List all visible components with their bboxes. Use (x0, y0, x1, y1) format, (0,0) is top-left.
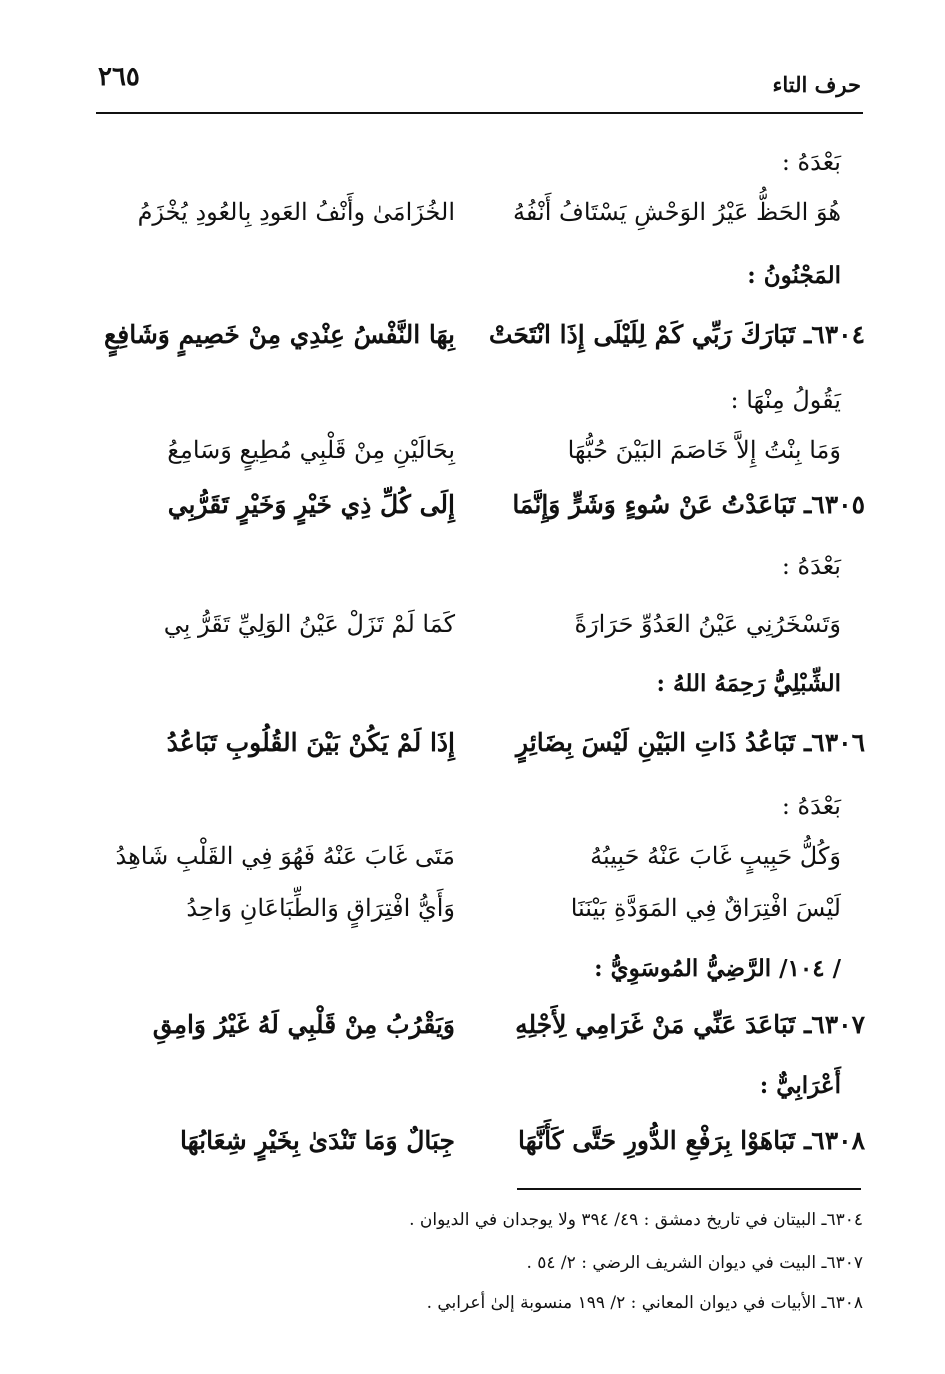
verse-second-hemistich: الخُزَامَىٰ وأَنْفُ العَودِ بِالعُودِ يُخْزَمُ (137, 198, 455, 226)
numbered-verse-second-hemistich: جِبَالٌ وَمَا تَنْدَىٰ بِخَيْرٍ شِعَابُهَا (179, 1126, 455, 1155)
numbered-verse-first-hemistich: ٦٣٠٦ـ تَبَاعُدُ ذَاتِ البَيْنِ لَيْسَ بِضَائِرٍ (515, 728, 865, 757)
footnote: ٦٣٠٧ـ البيت في ديوان الشريف الرضي : ٢/ ٥٤ . (526, 1253, 863, 1273)
numbered-verse-second-hemistich: بِهَا النَّفْسُ عِنْدِي مِنْ خَصِيمٍ وَشَافِعٍ (103, 320, 455, 349)
verse-first-hemistich: وَكُلُّ حَبِيبٍ غَابَ عَنْهُ حَبِيبُهُ (590, 842, 841, 870)
section-heading: بَعْدَهُ : (781, 552, 841, 580)
numbered-verse-first-hemistich: ٦٣٠٥ـ تَبَاعَدْتُ عَنْ سُوءٍ وَشَرٍّ وَإِنَّمَا (512, 490, 865, 519)
verse-first-hemistich: هُوَ الحَظُّ عَيْرُ الوَحْشِ يَسْتَافُ أَنْفُهُ (513, 198, 841, 226)
verse-first-hemistich: وَتَسْخَرُنِي عَيْنُ العَدُوِّ حَرَارَةً (574, 610, 841, 638)
footnote: ٦٣٠٨ـ الأبيات في ديوان المعاني : ٢/ ١٩٩ منسوبة إلىٰ أعرابي . (426, 1293, 863, 1313)
verse-first-hemistich: وَمَا بِنْتُ إِلاَّ خَاصَمَ البَيْنَ حُبُّهَا (567, 436, 841, 464)
numbered-verse-second-hemistich: وَيَقْرُبُ مِنْ قَلْبِي لَهُ غَيْرُ وَامِقِ (152, 1010, 455, 1039)
verse-second-hemistich: مَتَى غَابَ عَنْهُ فَهُوَ فِي القَلْبِ شَاهِدُ (115, 842, 455, 870)
section-heading: / ١٠٤/ الرَّضِيُّ المُوسَوِيُّ : (594, 955, 841, 982)
numbered-verse-second-hemistich: إِلَى كُلِّ ذِي خَيْرٍ وَخَيْرٍ تَقَرُّبِي (167, 490, 455, 519)
section-heading: بَعْدَهُ : (781, 148, 841, 176)
section-heading: بَعْدَهُ : (781, 792, 841, 820)
numbered-verse-first-hemistich: ٦٣٠٨ـ تَبَاهَوْا بِرَفْعِ الدُّورِ حَتَّى كَأَنَّهَا (517, 1126, 865, 1155)
chapter-title: حرف التاء (772, 72, 861, 97)
page-number: ٢٦٥ (98, 62, 140, 92)
footnote: ٦٣٠٤ـ البيتان في تاريخ دمشق : ٤٩/ ٣٩٤ ولا يوجدان في الديوان . (409, 1210, 863, 1230)
numbered-verse-second-hemistich: إِذَا لَمْ يَكُنْ بَيْنَ القُلُوبِ تَبَاعُدُ (166, 728, 455, 757)
verse-first-hemistich: لَيْسَ افْتِرَاقٌ فِي المَوَدَّةِ بَيْنَنَا (570, 894, 841, 922)
header-rule (96, 112, 863, 114)
numbered-verse-first-hemistich: ٦٣٠٤ـ تَبَارَكَ رَبِّي كَمْ لِلَيْلَى إِذَا انْتَحَتْ (488, 320, 865, 349)
numbered-verse-first-hemistich: ٦٣٠٧ـ تَبَاعَدَ عَنِّي مَنْ غَرَامِي لِأَجْلِهِ (515, 1010, 865, 1039)
section-heading: أَعْرَابِيٌّ : (759, 1072, 841, 1099)
section-heading: الشِّبْلِيُّ رَحِمَهُ اللهُ : (656, 670, 841, 697)
verse-second-hemistich: كَمَا لَمْ تَزَلْ عَيْنُ الوَلِيِّ تَقَرُّ بِي (163, 610, 455, 638)
verse-second-hemistich: بِحَالَيْنِ مِنْ قَلْبِي مُطِيعٍ وَسَامِعُ (167, 436, 455, 464)
footnote-rule (517, 1188, 861, 1190)
section-heading: المَجْنُونُ : (747, 262, 841, 289)
verse-second-hemistich: وَأَيُّ افْتِرَاقٍ وَالطِّبَاعَانِ وَاحِدُ (186, 894, 455, 922)
section-heading: يَقُولُ مِنْهَا : (730, 386, 841, 414)
